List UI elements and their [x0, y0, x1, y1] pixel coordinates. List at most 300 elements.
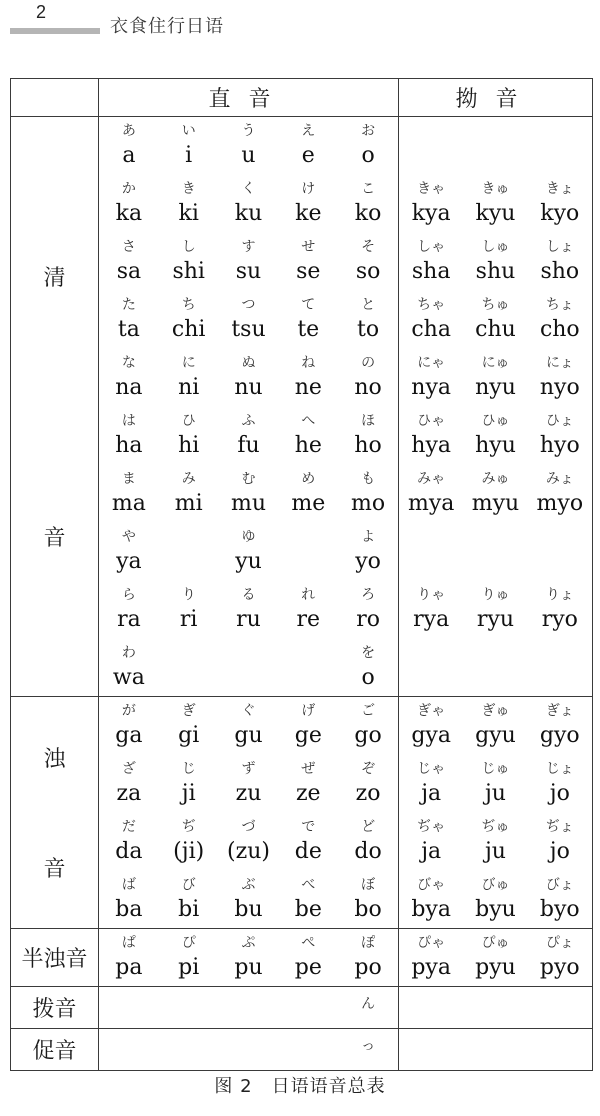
direct-syllable: [99, 936, 159, 979]
youon-cell: [399, 581, 593, 639]
figure-caption: 图 2 日语语音总表: [214, 1076, 386, 1097]
table-row: [11, 465, 593, 523]
kana-text: ぽ: [361, 935, 376, 951]
youon-cell: [399, 291, 593, 349]
youon-syllable: [530, 936, 590, 979]
direct-syllable: [278, 820, 338, 863]
kana-text: び: [181, 876, 196, 893]
table-row: [11, 233, 593, 291]
kana-text: ぶ: [241, 876, 256, 893]
kana-text: る: [241, 587, 256, 603]
youon-syllable: [401, 240, 461, 283]
romaji-text: so: [355, 259, 381, 284]
kana-text: げ: [301, 703, 316, 720]
kana-text: じゅ: [481, 761, 510, 777]
romaji-text: da: [115, 839, 143, 864]
youon-syllable: [401, 936, 461, 979]
direct-syllable: [338, 530, 398, 573]
direct-syllable: [99, 820, 159, 863]
kana-text: ま: [121, 471, 136, 487]
table-row: [11, 175, 593, 233]
romaji-text: pe: [294, 955, 322, 980]
romaji-text: ga: [115, 723, 143, 749]
romaji-text: cha: [411, 317, 451, 342]
direct-syllable: [219, 820, 279, 863]
romaji-text: bya: [411, 896, 451, 922]
youon-cell: [399, 117, 593, 175]
romaji-text: ju: [484, 839, 506, 864]
romaji-text: pi: [178, 955, 200, 980]
direct-syllable: [219, 936, 279, 979]
youon-cell: [399, 987, 593, 1029]
kana-text: き: [181, 181, 196, 197]
romaji-text: do: [354, 839, 382, 864]
youon-cell: [399, 755, 593, 813]
kana-text: ほ: [361, 413, 376, 429]
youon-syllable: [401, 414, 461, 457]
youon-syllable: [530, 472, 590, 515]
youon-syllable: [465, 414, 525, 457]
romaji-text: ge: [294, 723, 322, 749]
direct-syllable: [219, 657, 279, 678]
direct-syllable: [338, 704, 398, 747]
romaji-text: na: [115, 375, 143, 400]
youon-syllable: [465, 588, 525, 631]
kana-text: ば: [121, 876, 136, 893]
kana-text: みょ: [545, 471, 574, 487]
direct-syllable: [99, 240, 159, 283]
romaji-text: ba: [115, 896, 143, 922]
romaji-text: gya: [411, 723, 451, 749]
direct-syllable: [278, 124, 338, 167]
romaji-text: hyu: [475, 433, 516, 458]
direct-syllable: [278, 704, 338, 747]
romaji-text: pya: [411, 955, 451, 980]
direct-syllable: [338, 182, 398, 225]
kana-text: きゅ: [481, 181, 510, 197]
direct-syllable: [159, 762, 219, 805]
romaji-text: o: [361, 143, 375, 169]
kana-text: か: [121, 181, 136, 197]
romaji-text: no: [354, 375, 382, 400]
kana-text: ひょ: [545, 413, 574, 429]
kana-text: びょ: [545, 876, 574, 893]
kana-text: と: [361, 297, 376, 313]
romaji-text: bu: [234, 896, 263, 922]
youon-syllable: [401, 472, 461, 515]
corner-cell: [11, 79, 99, 117]
romaji-text: de: [294, 839, 322, 864]
kana-text: つ: [241, 297, 256, 313]
kana-text: え: [301, 123, 316, 140]
direct-syllable: [99, 182, 159, 225]
romaji-text: ku: [234, 201, 263, 226]
kana-text: ぷ: [241, 935, 256, 951]
direct-syllable: [159, 936, 219, 979]
youon-syllable: [401, 298, 461, 341]
direct-syllable: [99, 472, 159, 515]
direct-cell: [99, 291, 399, 349]
direct-syllable: [219, 472, 279, 515]
romaji-text: fu: [237, 433, 260, 458]
youon-cell: [399, 233, 593, 291]
direct-syllable: [278, 472, 338, 515]
direct-cell: [99, 407, 399, 465]
col-header-direct: 直音: [99, 79, 399, 117]
romaji-text: ha: [115, 433, 143, 458]
romaji-text: mi: [174, 491, 203, 516]
kana-text: ぢょ: [545, 819, 574, 835]
kana-text: ひゃ: [417, 413, 446, 429]
kana-text: の: [361, 355, 376, 371]
kana-text: た: [121, 297, 136, 313]
kana-text: め: [301, 471, 316, 487]
direct-cell: [99, 465, 399, 523]
direct-syllable: [278, 588, 338, 631]
kana-text: あ: [121, 123, 136, 140]
group-dakuon: [11, 697, 99, 929]
romaji-text: wa: [112, 664, 145, 690]
direct-cell: [99, 233, 399, 291]
kana-text: ち: [181, 297, 196, 313]
kana-text: っ: [361, 1038, 376, 1054]
direct-syllable: [159, 414, 219, 457]
direct-cell: [99, 813, 399, 871]
romaji-text: za: [116, 781, 142, 806]
direct-syllable: [99, 530, 159, 573]
romaji-text: gyo: [539, 723, 580, 749]
direct-syllable: [338, 356, 398, 399]
kana-text: しゅ: [481, 239, 510, 255]
direct-syllable: [159, 472, 219, 515]
kana-text: ず: [241, 761, 256, 777]
direct-syllable: [219, 182, 279, 225]
youon-syllable: [401, 878, 461, 921]
direct-syllable: [338, 124, 398, 167]
direct-syllable: [278, 997, 338, 1018]
table-row: [11, 523, 593, 581]
kana-text: け: [301, 181, 316, 197]
romaji-text: gi: [178, 723, 200, 749]
romaji-text: bi: [178, 896, 200, 922]
romaji-text: re: [296, 607, 321, 632]
direct-cell: [99, 175, 399, 233]
kana-text: ぺ: [301, 935, 316, 951]
romaji-text: hyo: [539, 433, 580, 458]
romaji-text: nu: [234, 375, 263, 400]
romaji-text: po: [354, 955, 382, 980]
youon-syllable: [401, 704, 461, 747]
kana-text: じゃ: [417, 761, 446, 777]
direct-syllable: [159, 704, 219, 747]
romaji-text: pyo: [539, 955, 580, 980]
romaji-text: ma: [111, 491, 146, 516]
kana-text: ぢゃ: [417, 819, 446, 835]
romaji-text: o: [361, 664, 375, 690]
youon-cell: [399, 349, 593, 407]
romaji-text: bo: [354, 896, 382, 922]
group-label-text: 促音: [32, 1039, 77, 1064]
kana-text: ご: [361, 703, 376, 720]
romaji-text: yu: [235, 549, 262, 574]
romaji-text: i: [185, 143, 193, 169]
romaji-text: ni: [178, 375, 200, 400]
romaji-text: sho: [540, 259, 580, 284]
romaji-text: go: [354, 723, 382, 749]
direct-syllable: [99, 878, 159, 921]
romaji-text: yo: [355, 549, 381, 574]
kana-text: れ: [301, 587, 316, 603]
table-row: [11, 117, 593, 175]
kana-text: お: [361, 123, 376, 140]
direct-syllable: [278, 936, 338, 979]
direct-cell: [99, 1029, 399, 1071]
youon-cell: [399, 871, 593, 929]
romaji-text: byo: [539, 896, 580, 922]
direct-cell: [99, 929, 399, 987]
direct-syllable: [338, 820, 398, 863]
romaji-text: ki: [178, 201, 199, 226]
kana-text: ぎ: [181, 703, 196, 720]
kana-text: りゃ: [417, 587, 446, 603]
kana-text: ぞ: [361, 761, 376, 777]
romaji-text: kyu: [475, 201, 516, 226]
romaji-text: ho: [354, 433, 382, 458]
youon-syllable: [530, 762, 590, 805]
kana-text: ぢ: [181, 819, 196, 835]
direct-cell: [99, 349, 399, 407]
youon-syllable: [530, 182, 590, 225]
kana-text: す: [241, 239, 256, 255]
table-row: [11, 639, 593, 697]
table-row: [11, 987, 593, 1029]
kana-text: みゃ: [417, 471, 446, 487]
kana-text: ぬ: [241, 355, 256, 371]
direct-syllable: [278, 240, 338, 283]
direct-cell: [99, 117, 399, 175]
table-row: [11, 755, 593, 813]
direct-syllable: [278, 1039, 338, 1060]
direct-syllable: [219, 762, 279, 805]
romaji-text: tsu: [231, 317, 266, 342]
youon-cell: [399, 407, 593, 465]
romaji-text: be: [294, 896, 322, 922]
kana-text: ぎゅ: [481, 703, 510, 720]
romaji-text: ru: [236, 607, 261, 632]
romaji-text: ryo: [541, 607, 578, 632]
romaji-text: zu: [235, 781, 262, 806]
romaji-text: gyu: [475, 723, 516, 749]
youon-syllable: [465, 820, 525, 863]
kana-text: に: [181, 355, 196, 371]
kana-text: て: [301, 297, 316, 313]
kana-text: べ: [301, 876, 316, 893]
youon-syllable: [465, 936, 525, 979]
youon-syllable: [465, 182, 525, 225]
youon-cell: [399, 929, 593, 987]
direct-syllable: [338, 298, 398, 341]
kana-text: ぴ: [181, 935, 196, 951]
romaji-text: ka: [115, 201, 143, 226]
youon-cell: [399, 175, 593, 233]
romaji-text: chi: [171, 317, 206, 342]
kana-text: ぐ: [241, 703, 256, 720]
kana-text: ひゅ: [481, 413, 510, 429]
group-label-char: 音: [43, 857, 66, 882]
direct-syllable: [99, 588, 159, 631]
direct-cell: [99, 581, 399, 639]
kana-text: ぢゅ: [481, 819, 510, 835]
kana-text: ぴゃ: [417, 935, 446, 951]
youon-cell: [399, 639, 593, 697]
direct-syllable: [159, 657, 219, 678]
youon-syllable: [530, 878, 590, 921]
kana-text: へ: [301, 413, 316, 429]
direct-syllable: [219, 414, 279, 457]
romaji-text: ro: [356, 607, 380, 632]
direct-syllable: [219, 588, 279, 631]
direct-syllable: [159, 1039, 219, 1060]
kana-text: を: [361, 644, 376, 661]
kana-text: で: [301, 819, 316, 835]
romaji-text: ja: [421, 781, 442, 806]
direct-syllable: [159, 997, 219, 1018]
youon-cell: [399, 813, 593, 871]
direct-syllable: [159, 878, 219, 921]
direct-syllable: [99, 298, 159, 341]
direct-syllable: [99, 414, 159, 457]
direct-syllable: [278, 414, 338, 457]
direct-syllable: [338, 1039, 398, 1060]
kana-text: む: [241, 471, 256, 487]
direct-syllable: [278, 298, 338, 341]
direct-syllable: [338, 878, 398, 921]
youon-syllable: [530, 298, 590, 341]
romaji-text: shu: [475, 259, 516, 284]
direct-cell: [99, 987, 399, 1029]
romaji-text: hya: [411, 433, 452, 458]
direct-syllable: [278, 878, 338, 921]
group-hatsuon: [11, 987, 99, 1029]
romaji-text: ji: [181, 781, 196, 806]
kana-text: づ: [241, 819, 256, 835]
kana-text: じ: [181, 761, 196, 777]
youon-syllable: [465, 704, 525, 747]
kana-text: ぎょ: [545, 703, 574, 720]
page-header: [0, 0, 600, 50]
kana-text: ちゃ: [417, 297, 446, 313]
table-row: [11, 813, 593, 871]
kana-text: にゅ: [481, 355, 510, 371]
direct-syllable: [338, 762, 398, 805]
direct-syllable: [99, 762, 159, 805]
direct-syllable: [99, 704, 159, 747]
romaji-text: nyu: [475, 375, 516, 400]
direct-syllable: [219, 124, 279, 167]
romaji-text: shi: [172, 259, 205, 284]
romaji-text: ke: [295, 201, 322, 226]
direct-syllable: [338, 646, 398, 689]
direct-syllable: [99, 1039, 159, 1060]
romaji-text: zo: [355, 781, 381, 806]
youon-syllable: [530, 356, 590, 399]
romaji-text: ta: [117, 317, 140, 342]
romaji-text: mya: [407, 491, 455, 516]
romaji-text: kyo: [540, 201, 580, 226]
youon-syllable: [401, 820, 461, 863]
romaji-text: a: [122, 143, 136, 169]
header-bar: [10, 28, 100, 34]
kana-text: にょ: [545, 355, 574, 371]
group-label-char: 音: [43, 526, 66, 551]
romaji-text: nya: [411, 375, 452, 400]
direct-syllable: [99, 356, 159, 399]
direct-syllable: [338, 588, 398, 631]
youon-syllable: [530, 704, 590, 747]
kana-text: ゆ: [241, 529, 256, 545]
kana-text: ひ: [181, 413, 196, 429]
romaji-text: he: [294, 433, 322, 458]
kana-text: く: [241, 181, 256, 197]
kana-text: そ: [361, 239, 376, 255]
kana-text: じょ: [545, 761, 574, 777]
direct-syllable: [99, 646, 159, 689]
kana-text: こ: [361, 181, 376, 197]
youon-syllable: [530, 240, 590, 283]
direct-syllable: [219, 240, 279, 283]
romaji-text: te: [297, 317, 320, 342]
romaji-text: rya: [413, 607, 450, 632]
table-row: [11, 871, 593, 929]
kana-text: ちょ: [545, 297, 574, 313]
kana-text: しゃ: [417, 239, 446, 255]
book-title: 衣食住行日语: [110, 16, 224, 37]
kana-text: りゅ: [481, 587, 510, 603]
kana-text: ん: [361, 996, 376, 1012]
kana-text: り: [181, 587, 196, 603]
group-label-text: 拨音: [32, 997, 77, 1022]
direct-syllable: [159, 356, 219, 399]
romaji-text: me: [291, 491, 326, 516]
kana-text: わ: [121, 644, 136, 661]
kana-text: ら: [121, 587, 136, 603]
kana-text: だ: [121, 819, 136, 835]
kana-text: ふ: [241, 413, 256, 429]
kana-text: い: [181, 123, 196, 140]
direct-syllable: [278, 657, 338, 678]
group-label-char: 浊: [43, 747, 66, 772]
kana-text: ちゅ: [481, 297, 510, 313]
table-row: [11, 697, 593, 755]
direct-syllable: [219, 704, 279, 747]
kana-text: せ: [301, 239, 316, 255]
kana-text: きょ: [545, 181, 574, 197]
youon-syllable: [401, 588, 461, 631]
kana-text: きゃ: [417, 181, 446, 197]
romaji-text: ya: [116, 549, 142, 574]
direct-cell: [99, 639, 399, 697]
kana-text: ぴゅ: [481, 935, 510, 951]
romaji-text: (zu): [227, 839, 270, 864]
romaji-text: ne: [294, 375, 322, 400]
romaji-text: ju: [484, 781, 506, 806]
kana-text: ろ: [361, 587, 376, 603]
romaji-text: su: [235, 259, 262, 284]
romaji-text: myu: [471, 491, 520, 516]
direct-syllable: [338, 472, 398, 515]
direct-syllable: [219, 1039, 279, 1060]
direct-cell: [99, 697, 399, 755]
